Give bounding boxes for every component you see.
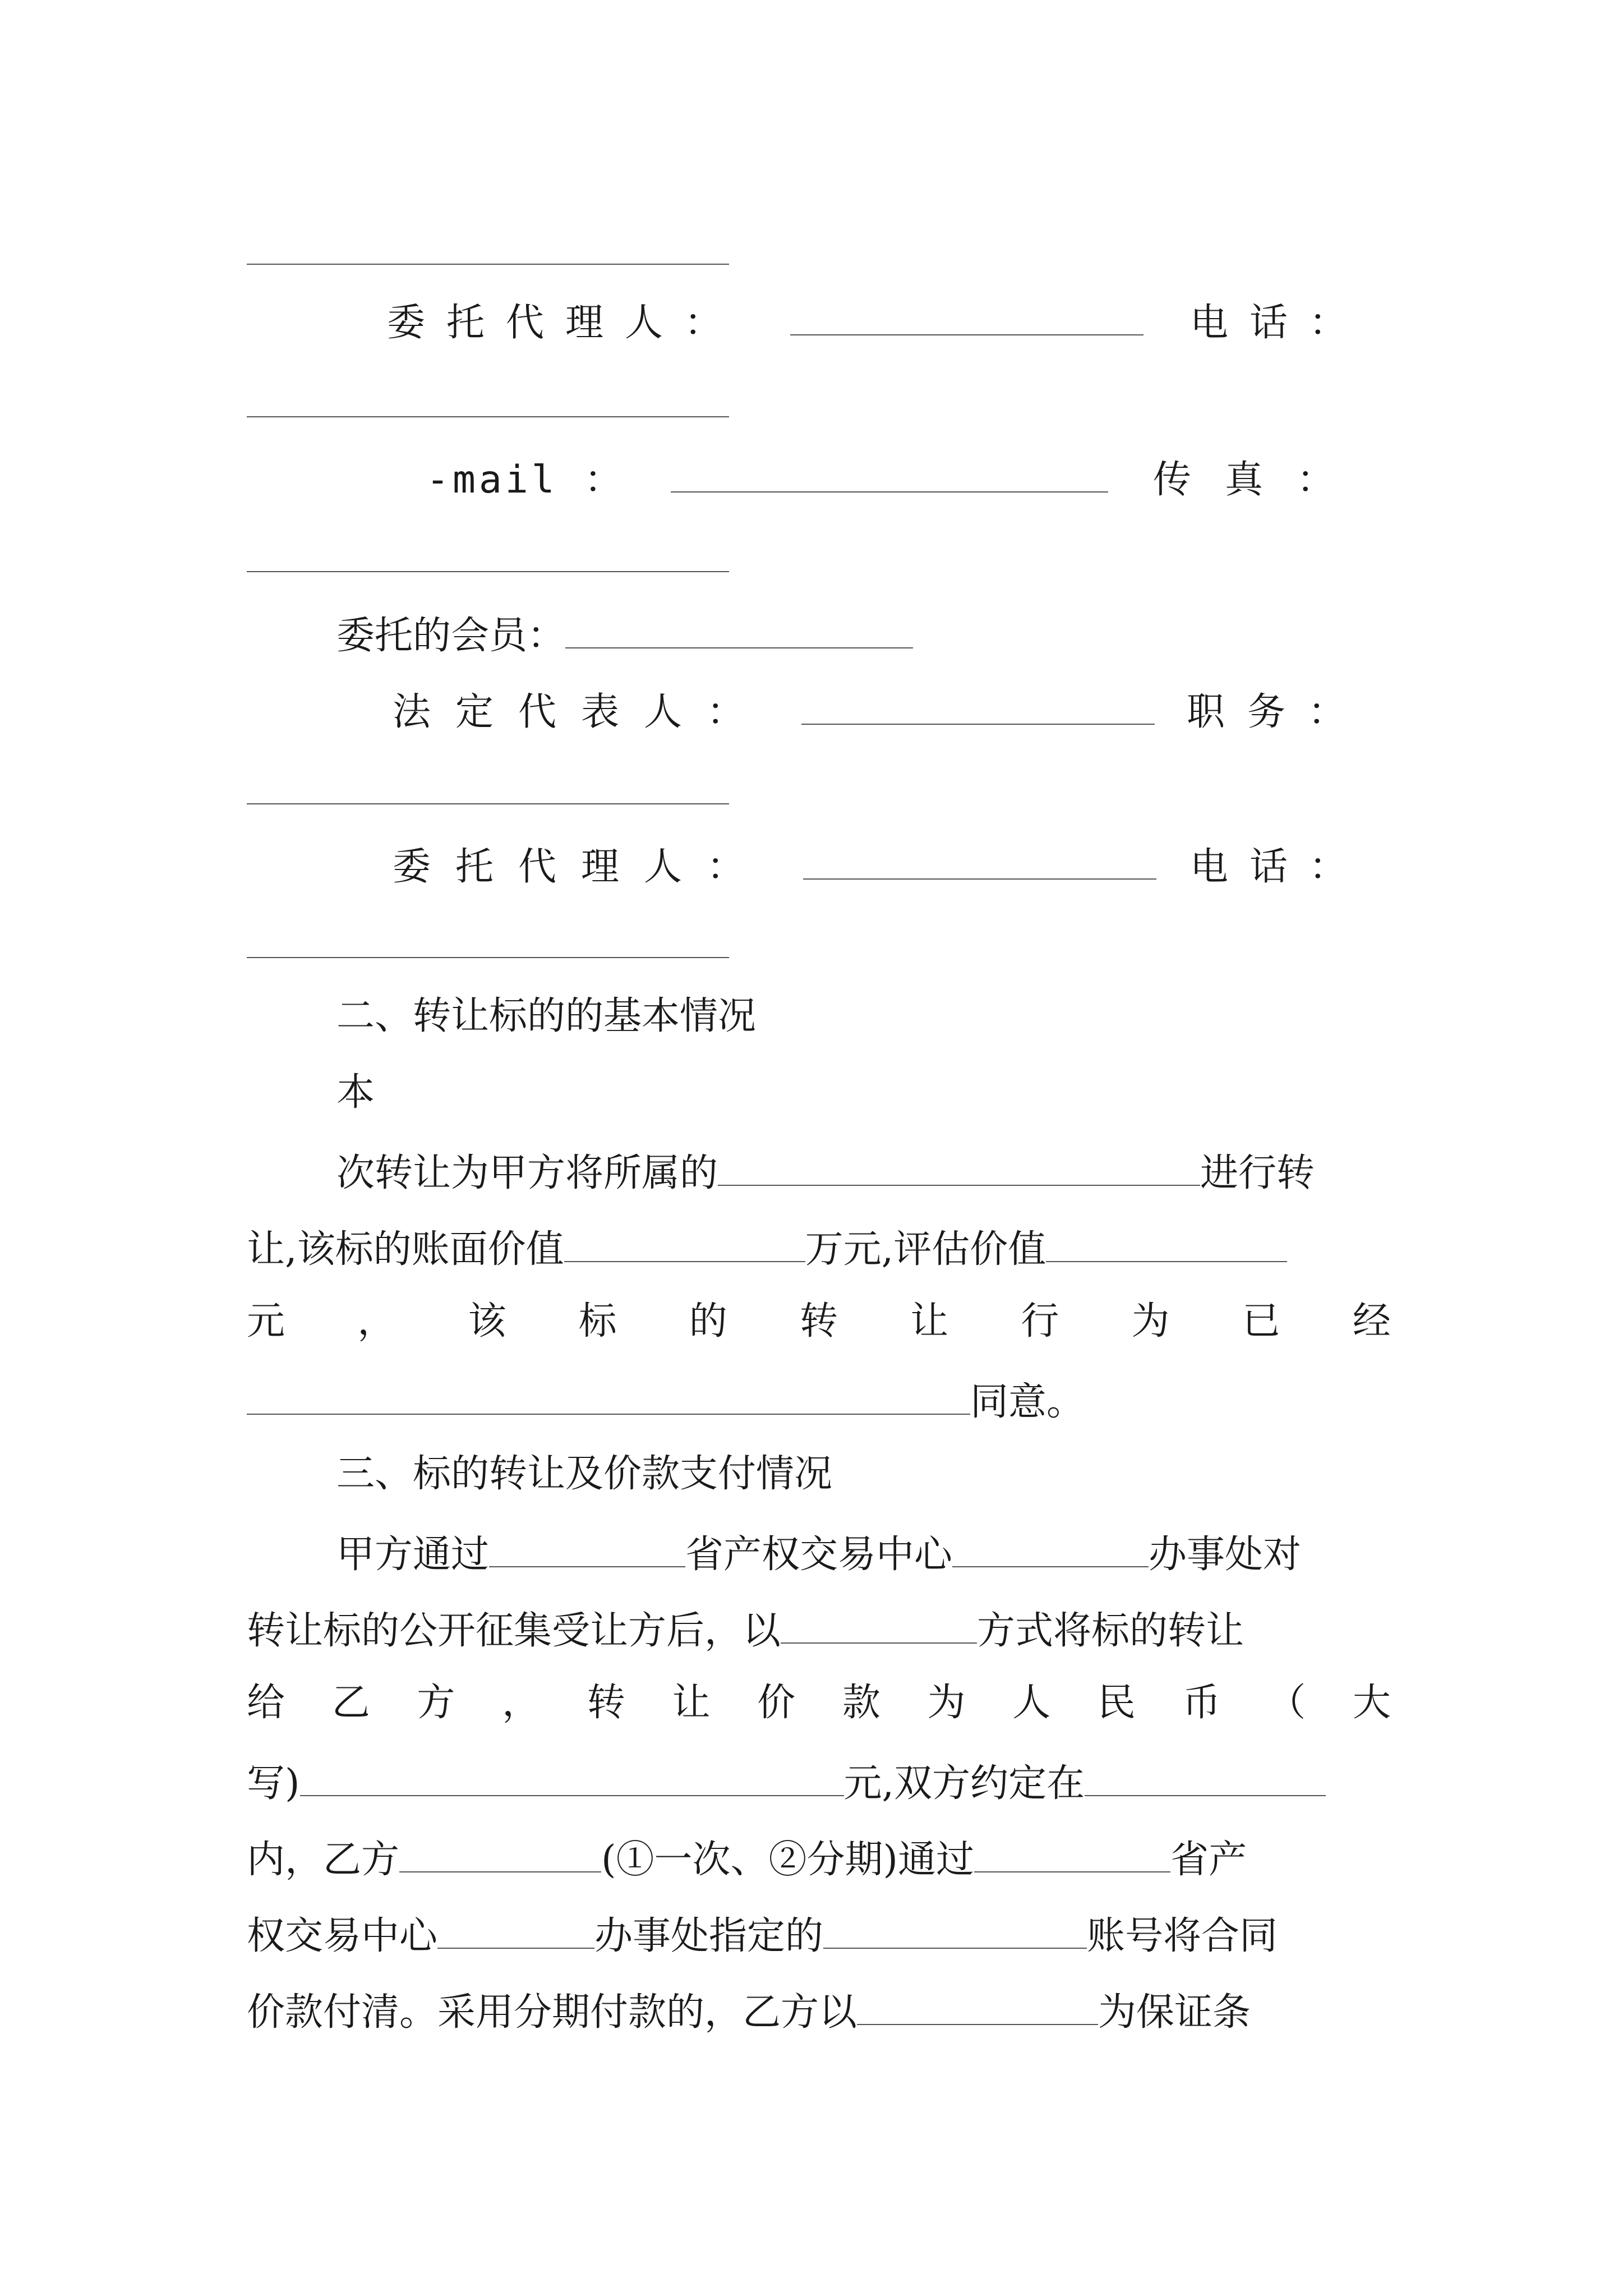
account-field[interactable] — [823, 1905, 1087, 1949]
section-2-heading: 二、转让标的的基本情况 — [336, 994, 757, 1038]
section-3-heading: 三、标的转让及价款支付情况 — [336, 1452, 833, 1496]
paragraph-line — [247, 1752, 1326, 1811]
member-label: 委托的会员： — [336, 614, 566, 658]
paragraph-line — [336, 1142, 1315, 1200]
price-words-field[interactable] — [300, 1752, 844, 1796]
char: 标 — [578, 1299, 617, 1343]
text: 账号将合同 — [1087, 1914, 1278, 1958]
paragraph-line — [247, 1600, 1244, 1658]
paragraph-line — [247, 1905, 1278, 1963]
fax-label: 传真： — [1152, 458, 1368, 502]
char: 价 — [757, 1681, 796, 1725]
text: 万元,评估价值 — [805, 1227, 1046, 1272]
payment-type-field[interactable] — [399, 1829, 601, 1872]
phone-label: 电话： — [1189, 845, 1368, 889]
char: 给 — [247, 1681, 285, 1725]
agent-label: 委托代理人： — [387, 301, 744, 345]
book-value-field[interactable] — [564, 1218, 805, 1262]
position-label: 职务： — [1186, 690, 1368, 734]
text: 进行转 — [1200, 1151, 1315, 1195]
province-field[interactable] — [489, 1524, 685, 1567]
text: 元,双方约定在 — [843, 1761, 1085, 1806]
legal-rep-row — [393, 681, 1368, 735]
agent-phone-row-1 — [387, 292, 1368, 346]
legal-rep-field[interactable] — [801, 681, 1155, 725]
char: 让 — [910, 1299, 949, 1343]
text: 次转让为甲方将所属的 — [336, 1151, 718, 1195]
agent-field[interactable] — [803, 836, 1156, 880]
fill-line — [247, 957, 729, 958]
fill-line — [247, 803, 729, 804]
char: 为 — [1131, 1299, 1170, 1343]
char: 大 — [1352, 1681, 1391, 1725]
char: 款 — [842, 1681, 880, 1725]
char: （ — [1267, 1681, 1306, 1725]
paragraph-line — [247, 1829, 1247, 1887]
approval-field[interactable] — [247, 1371, 970, 1415]
char: 元 — [247, 1299, 285, 1343]
text: 省产权交易中心 — [685, 1533, 953, 1577]
char: 人 — [1012, 1681, 1051, 1725]
char: 让 — [672, 1681, 711, 1725]
text: 内，乙方 — [247, 1838, 400, 1882]
guarantee-field[interactable] — [857, 1981, 1098, 2025]
fill-line — [247, 416, 729, 417]
text: 让,该标的账面价值 — [247, 1227, 564, 1272]
text: 为保证条 — [1098, 1990, 1251, 2035]
text: 权交易中心 — [247, 1914, 438, 1958]
char: 方 — [417, 1681, 455, 1725]
paragraph-line-justified — [247, 1295, 1391, 1349]
char: ， — [502, 1681, 541, 1725]
agent-label: 委托代理人： — [393, 845, 770, 889]
method-field[interactable] — [781, 1600, 977, 1644]
fill-line — [247, 571, 729, 572]
char: 该 — [468, 1299, 506, 1343]
deadline-field[interactable] — [1085, 1752, 1326, 1796]
char: ， — [357, 1299, 396, 1343]
email-field[interactable] — [671, 449, 1108, 493]
text: 甲方通过 — [336, 1533, 490, 1577]
paragraph-line — [247, 1981, 1251, 2040]
appraised-value-field[interactable] — [1046, 1218, 1287, 1262]
text: 写) — [247, 1761, 300, 1806]
char: 乙 — [331, 1681, 370, 1725]
phone-label: 电话： — [1189, 301, 1368, 345]
paragraph-line: 本 — [336, 1070, 375, 1115]
agent-phone-row-2 — [393, 836, 1368, 890]
office-field-2[interactable] — [437, 1905, 594, 1949]
char: 行 — [1021, 1299, 1059, 1343]
text: 方式将标的转让 — [977, 1609, 1244, 1653]
char: 转 — [799, 1299, 838, 1343]
paragraph-line — [247, 1218, 1287, 1277]
char: 民 — [1097, 1681, 1136, 1725]
char: 的 — [689, 1299, 727, 1343]
text: (①一次、②分期)通过 — [601, 1838, 975, 1882]
agent-field[interactable] — [790, 292, 1144, 335]
paragraph-line-justified — [247, 1676, 1391, 1730]
text: 价款付清。采用分期付款的，乙方以 — [247, 1990, 857, 2035]
char: 转 — [587, 1681, 625, 1725]
text: 省产 — [1170, 1838, 1247, 1882]
member-row — [336, 605, 913, 663]
text: 办事处对 — [1149, 1533, 1302, 1577]
fill-line — [247, 264, 729, 265]
char: 为 — [927, 1681, 966, 1725]
char: 币 — [1182, 1681, 1221, 1725]
member-field[interactable] — [565, 605, 913, 648]
paragraph-line — [336, 1524, 1301, 1582]
char: 已 — [1242, 1299, 1280, 1343]
asset-field[interactable] — [718, 1142, 1200, 1186]
text: 转让标的公开征集受让方后，以 — [247, 1609, 781, 1653]
province-field-2[interactable] — [974, 1829, 1170, 1872]
email-fax-row — [426, 449, 1368, 503]
char: 经 — [1352, 1299, 1391, 1343]
text: 办事处指定的 — [594, 1914, 824, 1958]
paragraph-line — [247, 1371, 1085, 1429]
email-label: -mail ： — [426, 458, 626, 502]
office-field[interactable] — [952, 1524, 1149, 1567]
legal-rep-label: 法定代表人： — [393, 690, 770, 734]
text: 同意。 — [970, 1380, 1085, 1424]
